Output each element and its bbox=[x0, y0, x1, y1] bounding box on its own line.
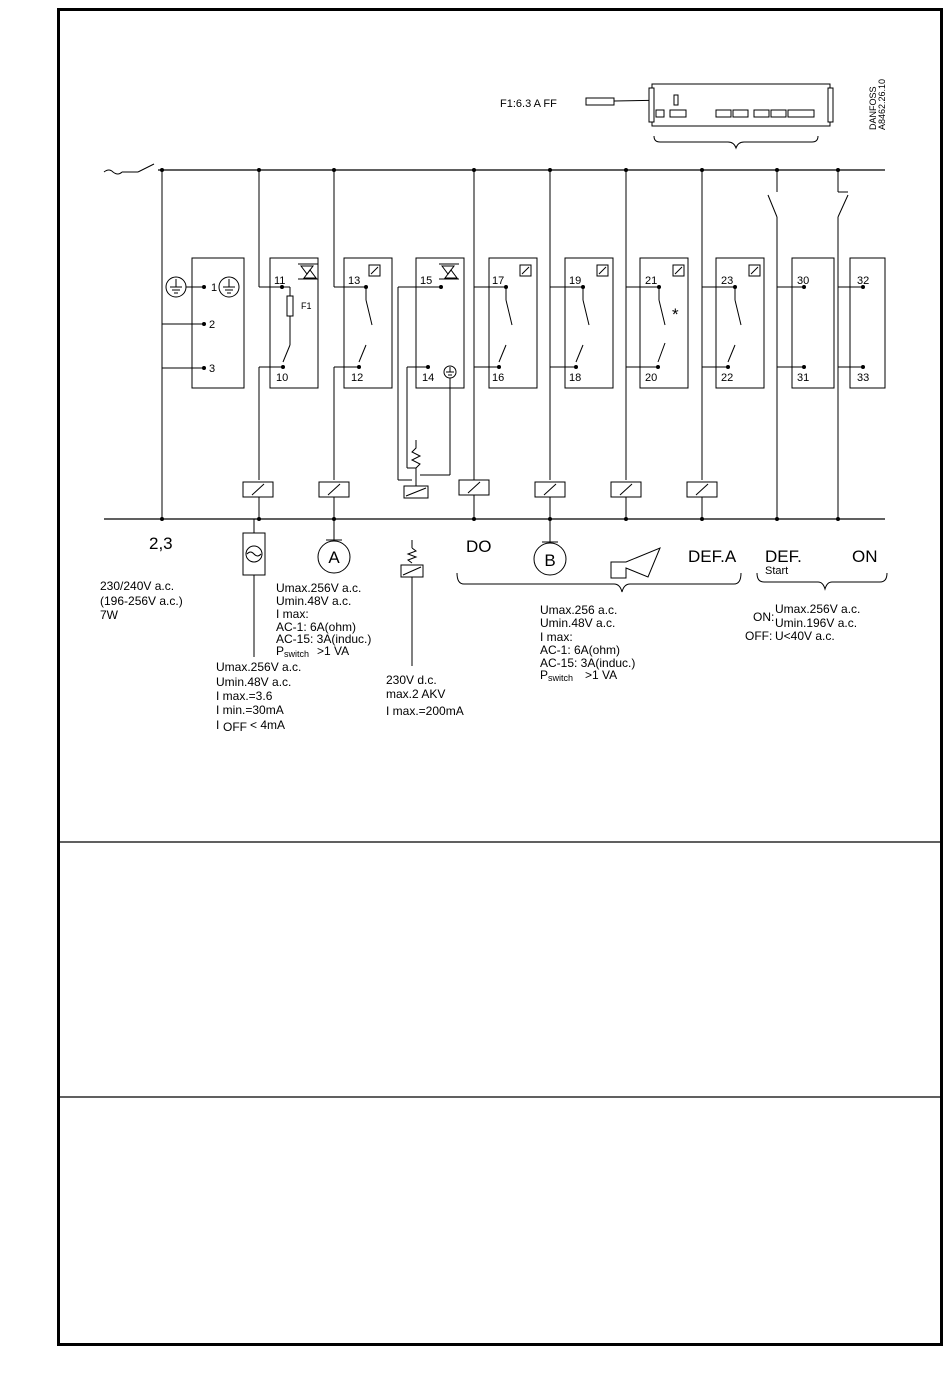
terminal-13: 13 bbox=[348, 275, 361, 287]
load-contactors bbox=[243, 480, 717, 521]
relay-b-spec-line: Umax.256 a.c. bbox=[540, 603, 618, 617]
inputs-spec bbox=[745, 602, 860, 643]
controller-outline bbox=[652, 84, 830, 126]
relay-b-pswitch: P bbox=[540, 668, 549, 682]
supply-terminals-label: 2,3 bbox=[149, 534, 173, 553]
valve-spring-icon bbox=[408, 548, 416, 563]
triac-off-value: < 4mA bbox=[250, 718, 286, 732]
terminal-11: 11 bbox=[274, 275, 286, 287]
triac-spec-line: Umin.48V a.c. bbox=[216, 675, 292, 689]
earth-icon bbox=[166, 277, 186, 297]
relay-b-spec-line: Umin.48V a.c. bbox=[540, 616, 616, 630]
terminal-30: 30 bbox=[797, 275, 810, 287]
horn-alarm-icon bbox=[611, 548, 660, 578]
fuse-label: F1:6.3 A FF bbox=[500, 98, 557, 110]
fuse-f1 bbox=[287, 296, 293, 316]
terminal-18: 18 bbox=[569, 372, 582, 384]
terminal-15: 15 bbox=[420, 275, 433, 287]
relay-a-spec-line: I max: bbox=[276, 607, 309, 621]
relay-a-pswitch-value: >1 VA bbox=[317, 644, 350, 658]
terminal-31: 31 bbox=[797, 372, 810, 384]
triac-spec-line: I min.=30mA bbox=[216, 703, 284, 717]
inputs-off-prefix: OFF: bbox=[745, 629, 773, 643]
terminal-20: 20 bbox=[645, 372, 658, 384]
triac-off-i: I bbox=[216, 718, 220, 732]
doc-code-line-2: A8462.26.10 bbox=[877, 78, 887, 130]
page-frame bbox=[59, 10, 942, 1345]
supply-spec-line: (196-256V a.c.) bbox=[100, 594, 183, 608]
terminal-16: 16 bbox=[492, 372, 505, 384]
relay-a-spec-line: Umin.48V a.c. bbox=[276, 594, 352, 608]
doc-code-line-1: DANFOSS bbox=[868, 86, 878, 130]
relay-b-spec-line: AC-1: 6A(ohm) bbox=[540, 643, 621, 657]
terminal-12: 12 bbox=[351, 372, 364, 384]
supply-spec-line: 230/240V a.c. bbox=[100, 579, 175, 593]
relay-brace bbox=[457, 573, 741, 592]
triac-off-sub: OFF bbox=[223, 720, 247, 734]
ac-symbol bbox=[104, 170, 122, 174]
fan-b-label: B bbox=[544, 551, 556, 570]
relay-a-spec bbox=[276, 581, 371, 659]
valve-spec-line: 230V d.c. bbox=[386, 673, 437, 687]
terminal-3: 3 bbox=[209, 363, 216, 375]
relay-b-spec-line: AC-15: 3A(induc.) bbox=[540, 656, 636, 670]
valve-coil-spring bbox=[412, 440, 420, 468]
terminal-14: 14 bbox=[422, 372, 435, 384]
do-label: DO bbox=[466, 537, 492, 556]
terminal-modules bbox=[192, 258, 885, 388]
relay-a-spec-line: Umax.256V a.c. bbox=[276, 581, 362, 595]
relay-b-pswitch-sub: switch bbox=[548, 673, 574, 683]
valve-spec bbox=[386, 673, 464, 718]
def-a-label: DEF.A bbox=[688, 547, 737, 566]
terminal-10: 10 bbox=[276, 372, 289, 384]
valve-spec-line: I max.=200mA bbox=[386, 704, 464, 718]
supply-spec bbox=[100, 579, 183, 622]
valve-spec-line: max.2 AKV bbox=[386, 687, 446, 701]
triac-spec-line: Umax.256V a.c. bbox=[216, 660, 302, 674]
inputs-spec-line: Umin.196V a.c. bbox=[775, 616, 858, 630]
inputs-spec-line: Umax.256V a.c. bbox=[775, 602, 861, 616]
relay-a-spec-line: AC-1: 6A(ohm) bbox=[276, 620, 357, 634]
triac-spec-line: I max.=3.6 bbox=[216, 689, 273, 703]
terminal-22: 22 bbox=[721, 372, 734, 384]
terminal-1: 1 bbox=[211, 282, 218, 294]
relay-a-spec-line: AC-15: 3A(induc.) bbox=[276, 632, 372, 646]
controller-brace bbox=[654, 136, 818, 148]
input-switch bbox=[768, 195, 777, 217]
def-label: DEF. bbox=[765, 547, 802, 566]
fuse-label-f1: F1 bbox=[301, 301, 312, 311]
terminal-23: 23 bbox=[721, 275, 734, 287]
fan-a-label: A bbox=[328, 548, 340, 567]
inputs-on-prefix: ON: bbox=[753, 610, 775, 624]
terminal-2: 2 bbox=[209, 319, 216, 331]
def-start-label: Start bbox=[765, 565, 789, 577]
input-switch bbox=[838, 195, 848, 217]
asterisk-mark: * bbox=[672, 305, 679, 324]
triac-spec bbox=[216, 660, 301, 734]
relay-a-pswitch: P bbox=[276, 644, 285, 658]
load-symbols bbox=[149, 519, 887, 666]
terminal-19: 19 bbox=[569, 275, 582, 287]
relay-a-pswitch-sub: switch bbox=[284, 649, 310, 659]
main-switch bbox=[138, 164, 154, 172]
fuse-symbol bbox=[586, 98, 614, 105]
terminal-21: 21 bbox=[645, 275, 658, 287]
relay-b-spec bbox=[540, 603, 635, 683]
relay-b-pswitch-value: >1 VA bbox=[585, 668, 618, 682]
supply-spec-line: 7W bbox=[100, 608, 118, 622]
on-label: ON bbox=[852, 547, 878, 566]
terminal-17: 17 bbox=[492, 275, 505, 287]
relay-b-spec-line: I max: bbox=[540, 630, 573, 644]
terminal-33: 33 bbox=[857, 372, 870, 384]
inputs-off-value: U<40V a.c. bbox=[775, 629, 835, 643]
controller-unit-sketch bbox=[500, 79, 887, 148]
terminal-32: 32 bbox=[857, 275, 870, 287]
